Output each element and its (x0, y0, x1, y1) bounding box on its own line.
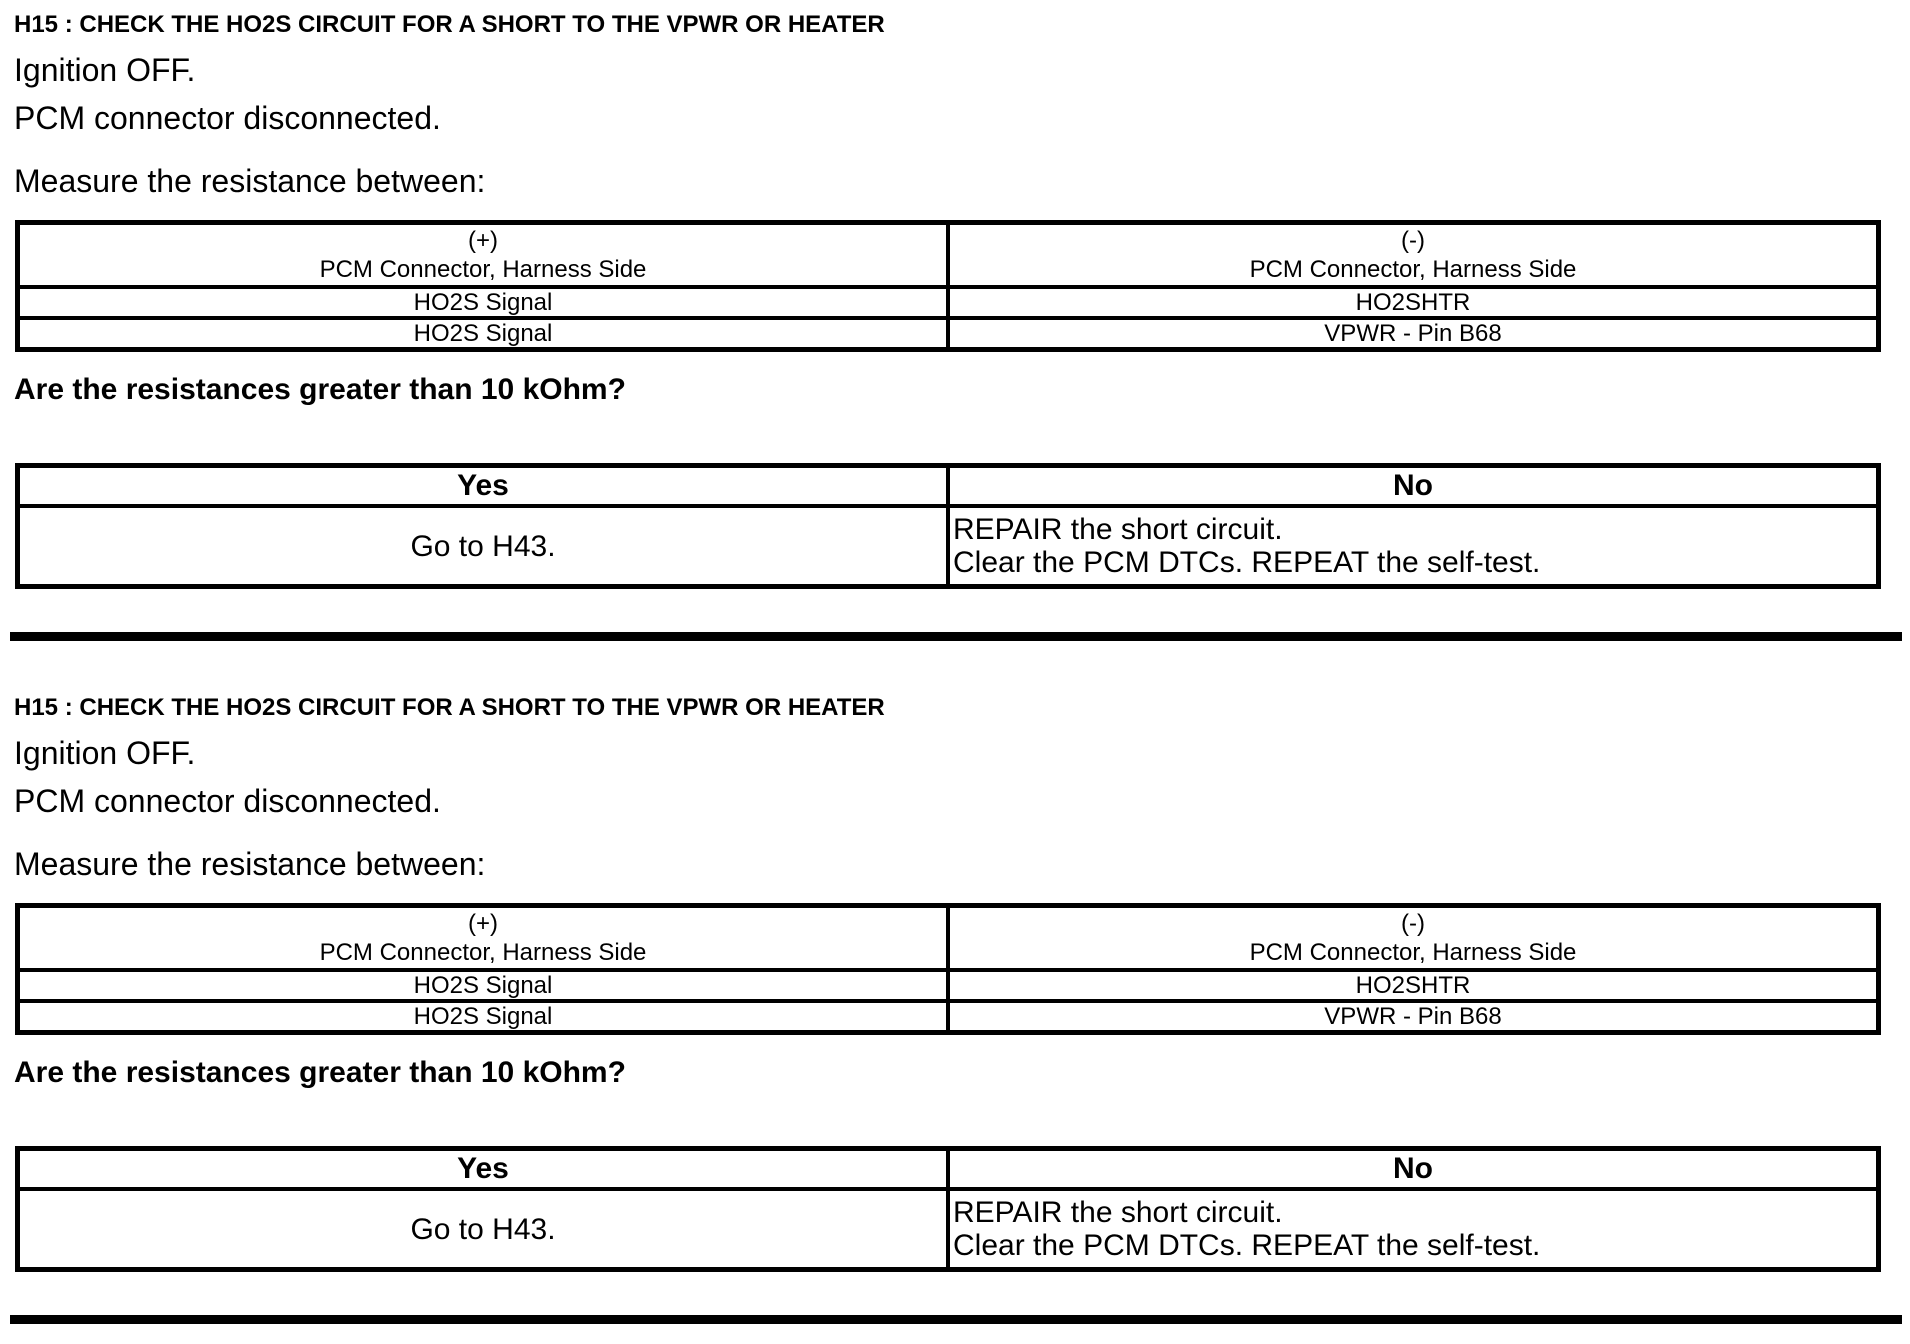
connector-label: PCM Connector, Harness Side (1249, 256, 1577, 283)
negative-column-header (948, 906, 1879, 971)
no-action-cell (948, 506, 1879, 587)
connector-label: PCM Connector, Harness Side (1249, 939, 1577, 966)
yes-header-cell: Yes (18, 466, 949, 507)
measurement-row (18, 318, 1879, 350)
measurement-cell-positive: HO2S Signal (18, 970, 949, 1001)
measurement-cell-positive: HO2S Signal (18, 287, 949, 318)
measurement-row (18, 1001, 1879, 1033)
measurement-cell-negative: VPWR - Pin B68 (948, 318, 1879, 350)
no-action-line: Clear the PCM DTCs. REPEAT the self-test. (953, 546, 1541, 579)
result-header-row (18, 466, 1879, 507)
pinpoint-test-section (0, 693, 1910, 1272)
measurement-cell-positive: HO2S Signal (18, 318, 949, 350)
result-body-row (18, 506, 1879, 587)
yes-header-cell: Yes (18, 1149, 949, 1190)
no-action-line: REPAIR the short circuit. (953, 513, 1283, 546)
question-text: Are the resistances greater than 10 kOhm? (14, 1056, 626, 1089)
yes-action-cell: Go to H43. (18, 506, 949, 587)
instruction-line: PCM connector disconnected. (14, 100, 441, 136)
yes-action-cell: Go to H43. (18, 1189, 949, 1270)
polarity-label: (-) (1401, 910, 1425, 937)
measurement-table (15, 903, 1881, 1035)
connector-label: PCM Connector, Harness Side (319, 939, 647, 966)
no-action-cell (948, 1189, 1879, 1270)
instruction-line: PCM connector disconnected. (14, 783, 441, 819)
section-divider (10, 632, 1902, 641)
section-heading: H15 : CHECK THE HO2S CIRCUIT FOR A SHORT TO THE VPWR OR HEATER (14, 11, 885, 38)
measurement-cell-positive: HO2S Signal (18, 1001, 949, 1033)
positive-column-header (18, 906, 949, 971)
polarity-label: (+) (468, 227, 498, 254)
result-body-row (18, 1189, 1879, 1270)
measurement-table (15, 220, 1881, 352)
measurement-cell-negative: VPWR - Pin B68 (948, 1001, 1879, 1033)
no-header-cell: No (948, 466, 1879, 507)
section-divider (10, 1315, 1902, 1324)
instruction-line: Measure the resistance between: (14, 846, 486, 882)
measurement-row (18, 287, 1879, 318)
result-header-row (18, 1149, 1879, 1190)
measurement-header-row (18, 223, 1879, 288)
no-action-line: REPAIR the short circuit. (953, 1196, 1283, 1229)
question-text: Are the resistances greater than 10 kOhm? (14, 373, 626, 406)
pinpoint-test-section (0, 10, 1910, 589)
measurement-row (18, 970, 1879, 1001)
no-action-line: Clear the PCM DTCs. REPEAT the self-test. (953, 1229, 1541, 1262)
negative-column-header (948, 223, 1879, 288)
positive-column-header (18, 223, 949, 288)
connector-label: PCM Connector, Harness Side (319, 256, 647, 283)
measurement-cell-negative: HO2SHTR (948, 970, 1879, 1001)
instruction-line: Ignition OFF. (14, 52, 196, 88)
section-heading: H15 : CHECK THE HO2S CIRCUIT FOR A SHORT TO THE VPWR OR HEATER (14, 694, 885, 721)
result-table (15, 1146, 1881, 1272)
instruction-line: Ignition OFF. (14, 735, 196, 771)
measurement-header-row (18, 906, 1879, 971)
polarity-label: (+) (468, 910, 498, 937)
instruction-line: Measure the resistance between: (14, 163, 486, 199)
result-table (15, 463, 1881, 589)
polarity-label: (-) (1401, 227, 1425, 254)
measurement-cell-negative: HO2SHTR (948, 287, 1879, 318)
no-header-cell: No (948, 1149, 1879, 1190)
